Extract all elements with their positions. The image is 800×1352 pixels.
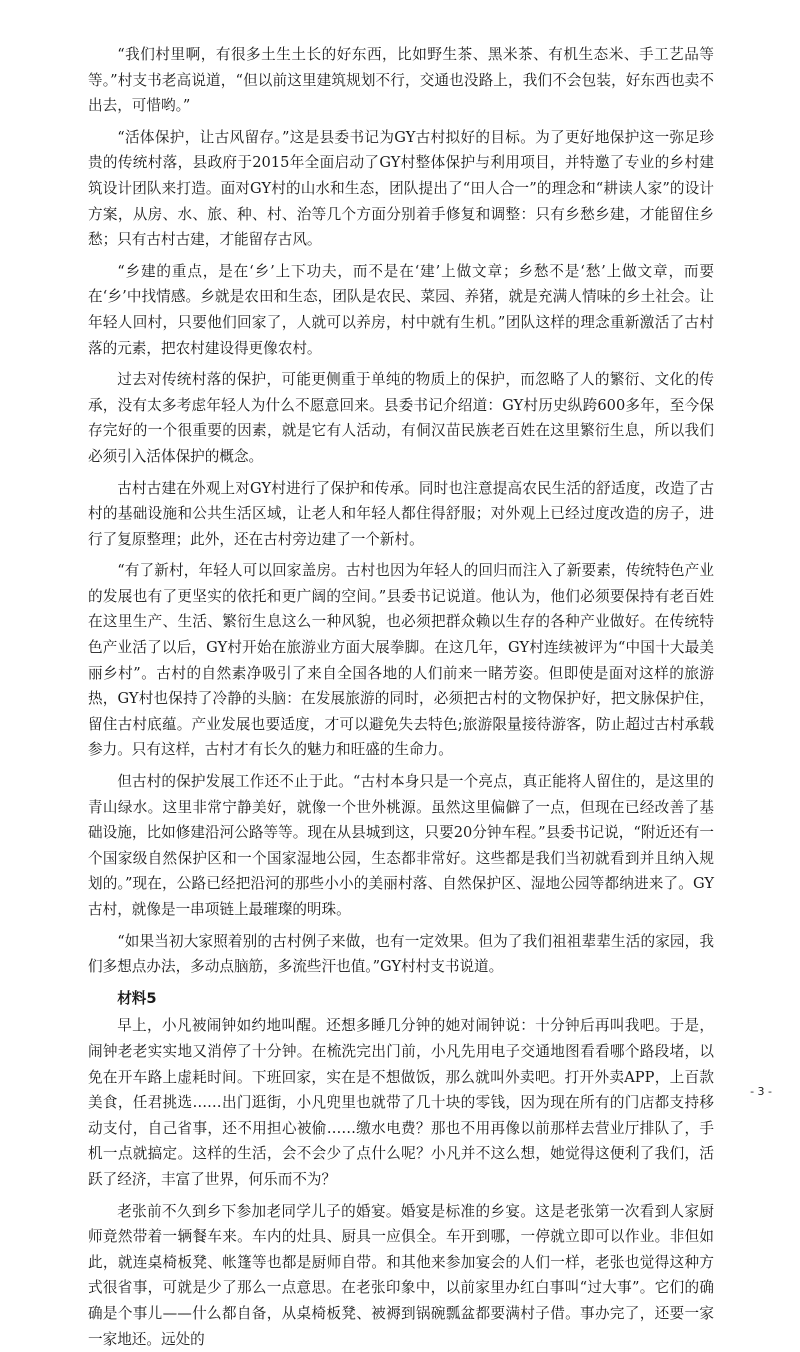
- paragraph: “乡建的重点，是在‘乡’上下功夫，而不是在‘建’上做文章；乡愁不是‘愁’上做文章，而要在‘乡’中找情感。乡就是农田和生态，团队是农民、菜园、养猪，就是充满人情味的乡土社会。让年轻人回村，只要他们回家了，人就可以养房，村中就有生机。”团队这样的理念重新激活了古村落的元素，把农村建设得更像农村。: [88, 262, 714, 357]
- paragraph: 但古村的保护发展工作还不止于此。“古村本身只是一个亮点，真正能将人留住的，是这里的青山绿水。这里非常宁静美好，就像一个世外桃源。虽然这里偏僻了一点，但现在已经改善了基础设施，比如修建沿河公路等等。现在从县城到这，只要20分钟车程。”县委书记说，“附近还有一个国家级自然保护区和一个国家湿地公园，生态都非常好。这些都是我们当初就看到并且纳入规划的。”现在，公路已经把沿河的那些小小的美丽村落、自然保护区、湿地公园等都纳进来了。GY古村，就像是一串项链上最璀璨的明珠。: [88, 773, 714, 918]
- paragraph: “有了新村，年轻人可以回家盖房。古村也因为年轻人的回归而注入了新要素，传统特色产业的发展也有了更坚实的依托和更广阔的空间。”县委书记说道。他认为，他们必须要保持有老百姓在这里生产、生活、繁衍生息这么一种风貌，也必须把群众赖以生存的各种产业做好。在传统特色产业活了以后，GY村开始在旅游业方面大展拳脚。在这几年，GY村连续被评为“中国十大最美丽乡村”。古村的自然素净吸引了来自全国各地的人们前来一睹芳姿。但即使是面对这样的旅游热，GY村也保持了冷静的头脑：在发展旅游的同时，必须把古村的文物保护好，把文脉保护住，留住古村底蕴。产业发展也要适度，才可以避免失去特色;旅游限量接待游客，防止超过古村承载参力。只有这样，古村才有长久的魅力和旺盛的生命力。: [88, 562, 714, 759]
- paragraph: 早上，小凡被闹钟如约地叫醒。还想多睡几分钟的她对闹钟说：十分钟后再叫我吧。于是，闹钟老老实实地又消停了十分钟。在梳洗完出门前，小凡先用电子交通地图看看哪个路段堵，以免在开车路上虚耗时间。下班回家，实在是不想做饭，那么就叫外卖吧。打开外卖APP，上百款美食，任君挑选……出门逛街，小凡兜里也就带了几十块的零钱，因为现在所有的门店都支持移动支付，自己省事，还不用担心被偷……缴水电费？那也不用再像以前那样去营业厅排队了，手机一点就搞定。这样的生活，会不会少了点什么呢？小凡并不这么想，她觉得这便利了我们，活跃了经济，丰富了世界，何乐而不为？: [88, 1017, 714, 1188]
- paragraph: “活体保护，让古风留存。”这是县委书记为GY古村拟好的目标。为了更好地保护这一弥足珍贵的传统村落，县政府于2015年全面启动了GY村整体保护与利用项目，并特邀了专业的乡村建筑设计团队来打造。面对GY村的山水和生态，团队提出了“田人合一”的理念和“耕读人家”的设计方案，从房、水、旅、种、村、治等几个方面分别着手修复和调整：只有乡愁乡建，才能留住乡愁；只有古村古建，才能留存古风。: [88, 128, 714, 249]
- paragraph: “我们村里啊，有很多土生土长的好东西，比如野生茶、黑米茶、有机生态米、手工艺品等等。”村支书老高说道，“但以前这里建筑规划不行，交通也没路上，我们不会包装，好东西也卖不出去，可惜哟。”: [88, 46, 714, 115]
- paragraph: “如果当初大家照着别的古村例子来做，也有一定效果。但为了我们祖祖辈辈生活的家园，我们多想点办法，多动点脑筋，多流些汗也值。”GY村村支书说道。: [88, 932, 714, 976]
- paragraph: 过去对传统村落的保护，可能更侧重于单纯的物质上的保护，而忽略了人的繁衍、文化的传承，没有太多考虑年轻人为什么不愿意回来。县委书记介绍道：GY村历史纵跨600多年，至今保存完好的一个很重要的因素，就是它有人活动，有侗汉苗民族老百姓在这里繁衍生息，所以我们必须引入活体保护的概念。: [88, 371, 714, 465]
- paragraph: 老张前不久到乡下参加老同学儿子的婚宴。婚宴是标准的乡宴。这是老张第一次看到人家厨师竟然带着一辆餐车来。车内的灶具、厨具一应俱全。车开到哪，一停就立即可以作业。非但如此，就连桌椅板凳、帐篷等也都是厨师自带。和其他来参加宴会的人们一样，老张也觉得这种方式很省事，可就是少了那么一点意思。在老张印象中，以前家里办红白事叫“过大事”。它们的确确是个事儿——什么都自备，从桌椅板凳、被褥到锅碗瓢盆都要满村子借。事办完了，还要一家一家地还。远处的: [88, 1202, 714, 1348]
- page-number: - 3 -: [750, 1085, 772, 1098]
- paragraph: 古村古建在外观上对GY村进行了保护和传承。同时也注意提高农民生活的舒适度，改造了古村的基础设施和公共生活区域，让老人和年轻人都住得舒服；对外观上已经过度改造的房子，进行了复原整理；此外，还在古村旁边建了一个新村。: [88, 479, 714, 548]
- section-heading: 材料5: [117, 989, 157, 1007]
